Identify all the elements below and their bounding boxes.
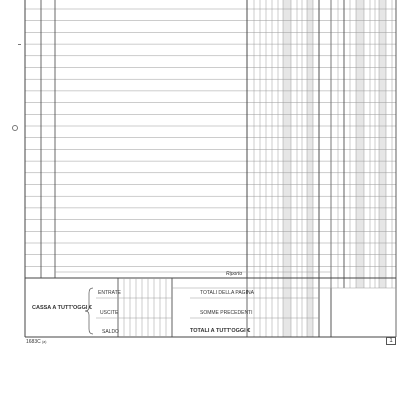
fold-mark [18, 44, 21, 45]
shaded-column [283, 0, 291, 278]
totals-row-to-date: TOTALI A TUTT'OGGI € [190, 328, 251, 334]
carry-label: Riporto [226, 271, 243, 277]
totals-row-previous: SOMME PRECEDENTI [200, 310, 253, 316]
shaded-column [379, 0, 386, 278]
shaded-column [307, 0, 313, 278]
shaded-column [356, 278, 364, 288]
totals-row-page: TOTALI DELLA PAGINA [200, 290, 254, 296]
cash-row-saldo: SALDO [102, 329, 119, 335]
page-number: 1 [386, 337, 396, 345]
shaded-column [379, 278, 386, 288]
cash-title: CASSA A TUTT'OGGI € [32, 305, 92, 311]
form-code-value: 1683C [26, 339, 41, 345]
shaded-column [283, 278, 291, 337]
punch-hole-icon [12, 125, 18, 131]
brace-icon [84, 287, 94, 335]
shaded-column [307, 278, 313, 337]
form-code [26, 339, 46, 345]
cash-row-uscite: USCITE [100, 310, 119, 316]
form-code-suffix: (a) [42, 340, 47, 344]
shaded-column [356, 0, 364, 278]
cash-row-entrate: ENTRATE [98, 290, 121, 296]
